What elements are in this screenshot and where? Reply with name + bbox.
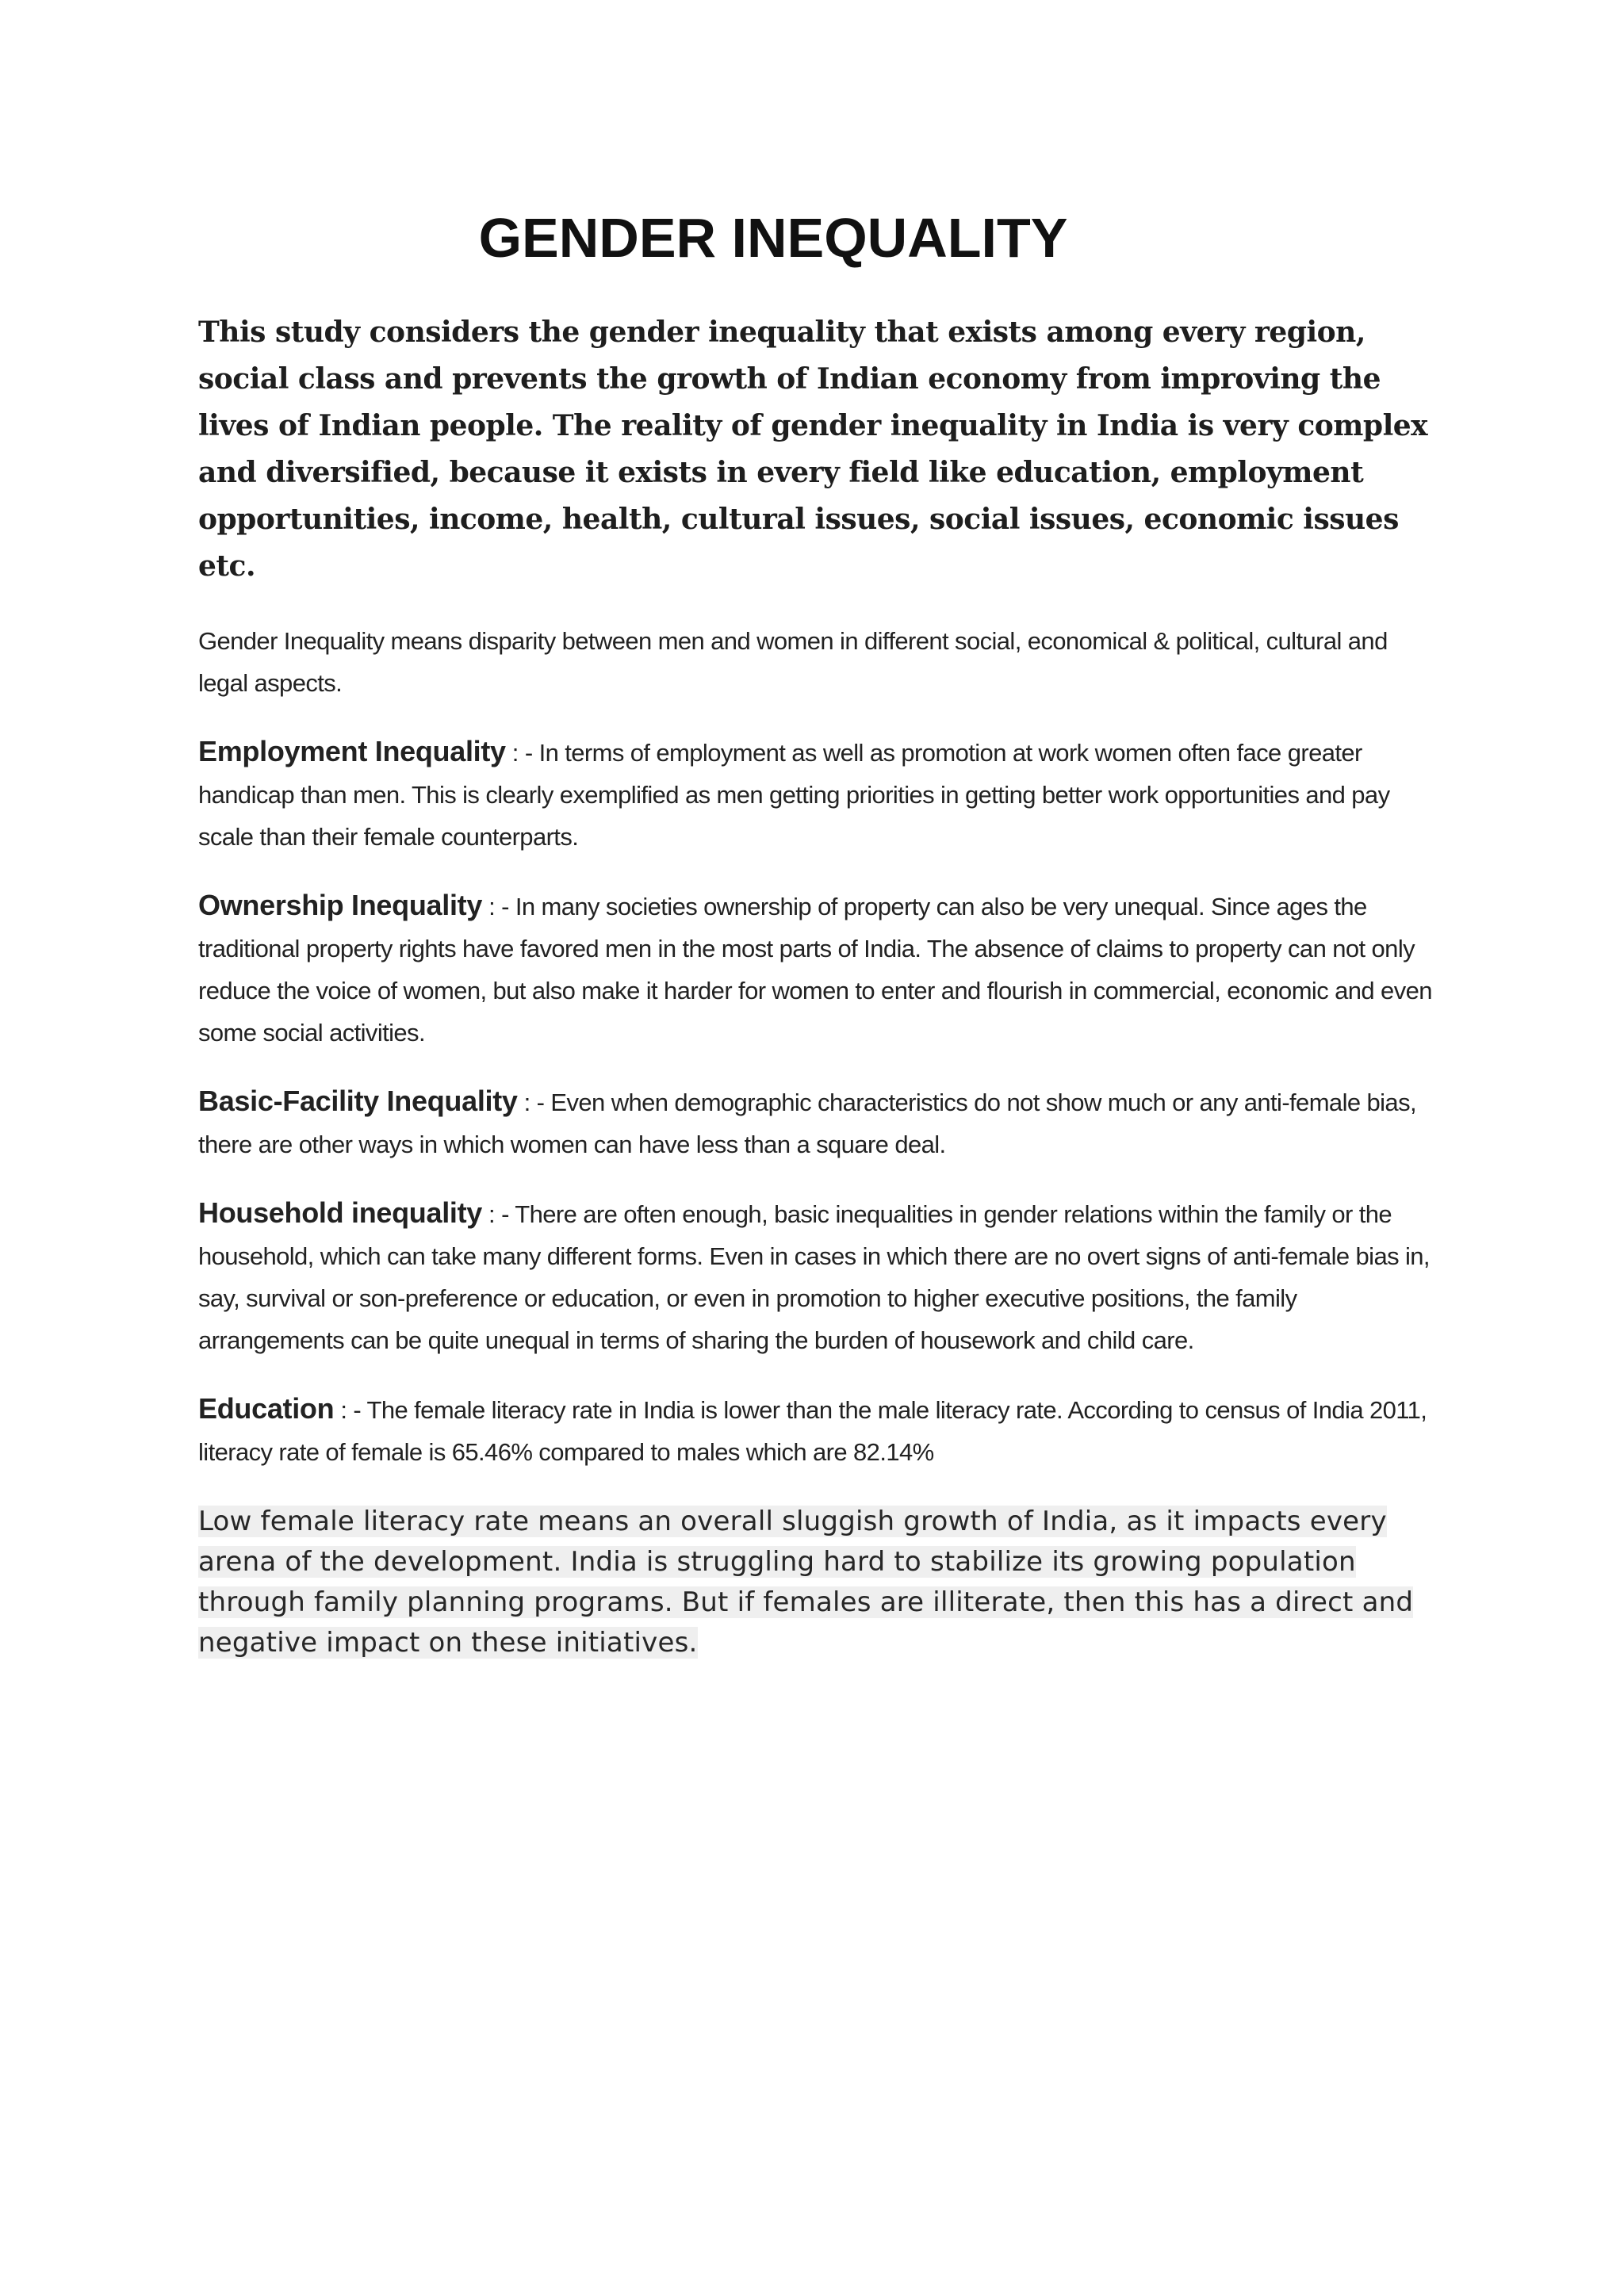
section-separator: : - bbox=[482, 893, 515, 920]
section-term: Household inequality bbox=[198, 1196, 483, 1229]
section-text: There are often enough, basic inequalities in gender relations within the family or the household, which can take many different forms. Even in cases in which there are no overt signs of anti-female bias in, say, survival or son-preference or education, or even in promotion to higher executive positions, the family arrangements can be quite unequal in terms of sharing the burden of housework and child care. bbox=[198, 1200, 1430, 1354]
section-term: Ownership Inequality bbox=[198, 889, 483, 921]
section-text: The female literacy rate in India is lower than the male literacy rate. According to census of India 2011, literacy rate of female is 65.46% compared to males which are 82.14% bbox=[198, 1396, 1427, 1466]
closing-paragraph bbox=[198, 1502, 1435, 1663]
section-text: Even when demographic characteristics do not show much or any anti-female bias, there are other ways in which women can have less than a square deal. bbox=[198, 1089, 1416, 1158]
section-separator: : - bbox=[482, 1200, 515, 1228]
section-ownership-inequality bbox=[198, 884, 1435, 1054]
section-text: In many societies ownership of property can also be very unequal. Since ages the traditional property rights have favored men in the most parts of India. The absence of claims to property can not only reduce the voice of women, but also make it harder for women to enter and flourish in commercial, economic and even some social activities. bbox=[198, 893, 1432, 1047]
section-separator: : - bbox=[334, 1396, 367, 1424]
section-text: In terms of employment as well as promotion at work women often face greater handicap than men. This is clearly exemplified as men getting priorities in getting better work opportunities and pay scale than their female counterparts. bbox=[198, 739, 1390, 851]
section-basic-facility-inequality bbox=[198, 1080, 1435, 1165]
document-body bbox=[198, 309, 1435, 1663]
section-employment-inequality bbox=[198, 730, 1435, 858]
definition-paragraph: Gender Inequality means disparity between men and women in different social, economical & political, cultural and legal aspects. bbox=[198, 627, 1388, 697]
section-term: Employment Inequality bbox=[198, 735, 506, 767]
section-term: Education bbox=[198, 1392, 335, 1425]
section-household-inequality bbox=[198, 1192, 1435, 1361]
section-term: Basic-Facility Inequality bbox=[198, 1085, 518, 1117]
document-title: GENDER INEQUALITY bbox=[478, 207, 1068, 269]
intro-paragraph: This study considers the gender inequality that exists among every region, social class and prevents the growth of Indian economy from improving the lives of Indian people. The reality of gender inequality in India is very complex and diversified, because it exists in every field like education, employment opportunities, income, health, cultural issues, social issues, economic issues etc. bbox=[198, 316, 1428, 583]
section-education bbox=[198, 1387, 1435, 1473]
closing-highlighted-text: Low female literacy rate means an overall sluggish growth of India, as it impacts every arena of the development. India is struggling hard to stabilize its growing population through family planning programs. But if females are illiterate, then this has a direct and negative impact on these initiatives. bbox=[198, 1506, 1414, 1659]
section-separator: : - bbox=[505, 739, 539, 767]
section-separator: : - bbox=[517, 1089, 551, 1116]
